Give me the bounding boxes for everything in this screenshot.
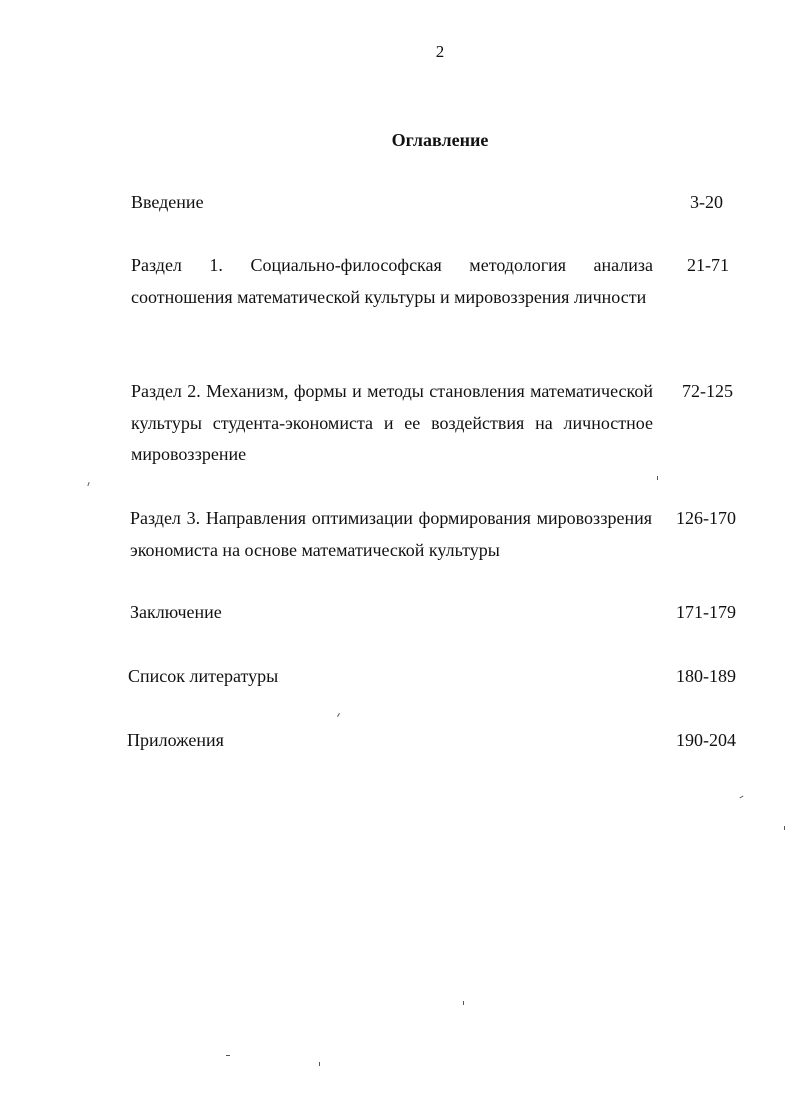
- toc-entry-section-2[interactable]: [0, 376, 798, 472]
- toc-entry-introduction[interactable]: [0, 187, 798, 219]
- scan-speck: [319, 1062, 320, 1066]
- toc-entry-label: Раздел 2. Механизм, формы и методы становления математической культуры студента-экономиста и ее воздействия на личностное мировоззрение: [131, 381, 653, 464]
- toc-entry-pages: 126-170: [676, 508, 736, 528]
- toc-entry-pages: 3-20: [690, 192, 723, 212]
- page-number: 2: [435, 42, 445, 61]
- scan-speck: [740, 796, 744, 799]
- scan-speck: [87, 482, 89, 486]
- toc-entry-label: Раздел 3. Направления оптимизации формирования мировоззрения экономиста на основе математической культуры: [130, 508, 652, 560]
- scan-speck: [337, 713, 340, 717]
- scan-speck: [226, 1055, 230, 1056]
- scan-speck: [463, 1001, 464, 1005]
- toc-entry-label: Раздел 1. Социально-философская методология анализа соотношения математической культуры и мировоззрения личности: [131, 255, 653, 307]
- toc-entry-pages: 171-179: [676, 602, 736, 622]
- scan-speck: [784, 826, 785, 830]
- toc-entry-pages: 180-189: [676, 666, 736, 686]
- toc-entry-pages: 72-125: [682, 381, 733, 401]
- toc-entry-appendices[interactable]: [0, 725, 798, 757]
- toc-entry-pages: 190-204: [676, 730, 736, 750]
- toc-entry-label: Приложения: [127, 730, 224, 750]
- page-title: Оглавление: [391, 130, 489, 150]
- scan-speck: [657, 476, 658, 480]
- toc-entry-label: Введение: [131, 192, 204, 212]
- toc-entry-bibliography[interactable]: [0, 661, 798, 693]
- toc-entry-label: Список литературы: [128, 666, 279, 686]
- toc-entry-label: Заключение: [130, 602, 222, 622]
- toc-entry-conclusion[interactable]: [0, 597, 798, 629]
- toc-entry-section-3[interactable]: [0, 503, 798, 567]
- toc-entry-section-1[interactable]: [0, 250, 798, 346]
- toc-entry-pages: 21-71: [687, 255, 729, 275]
